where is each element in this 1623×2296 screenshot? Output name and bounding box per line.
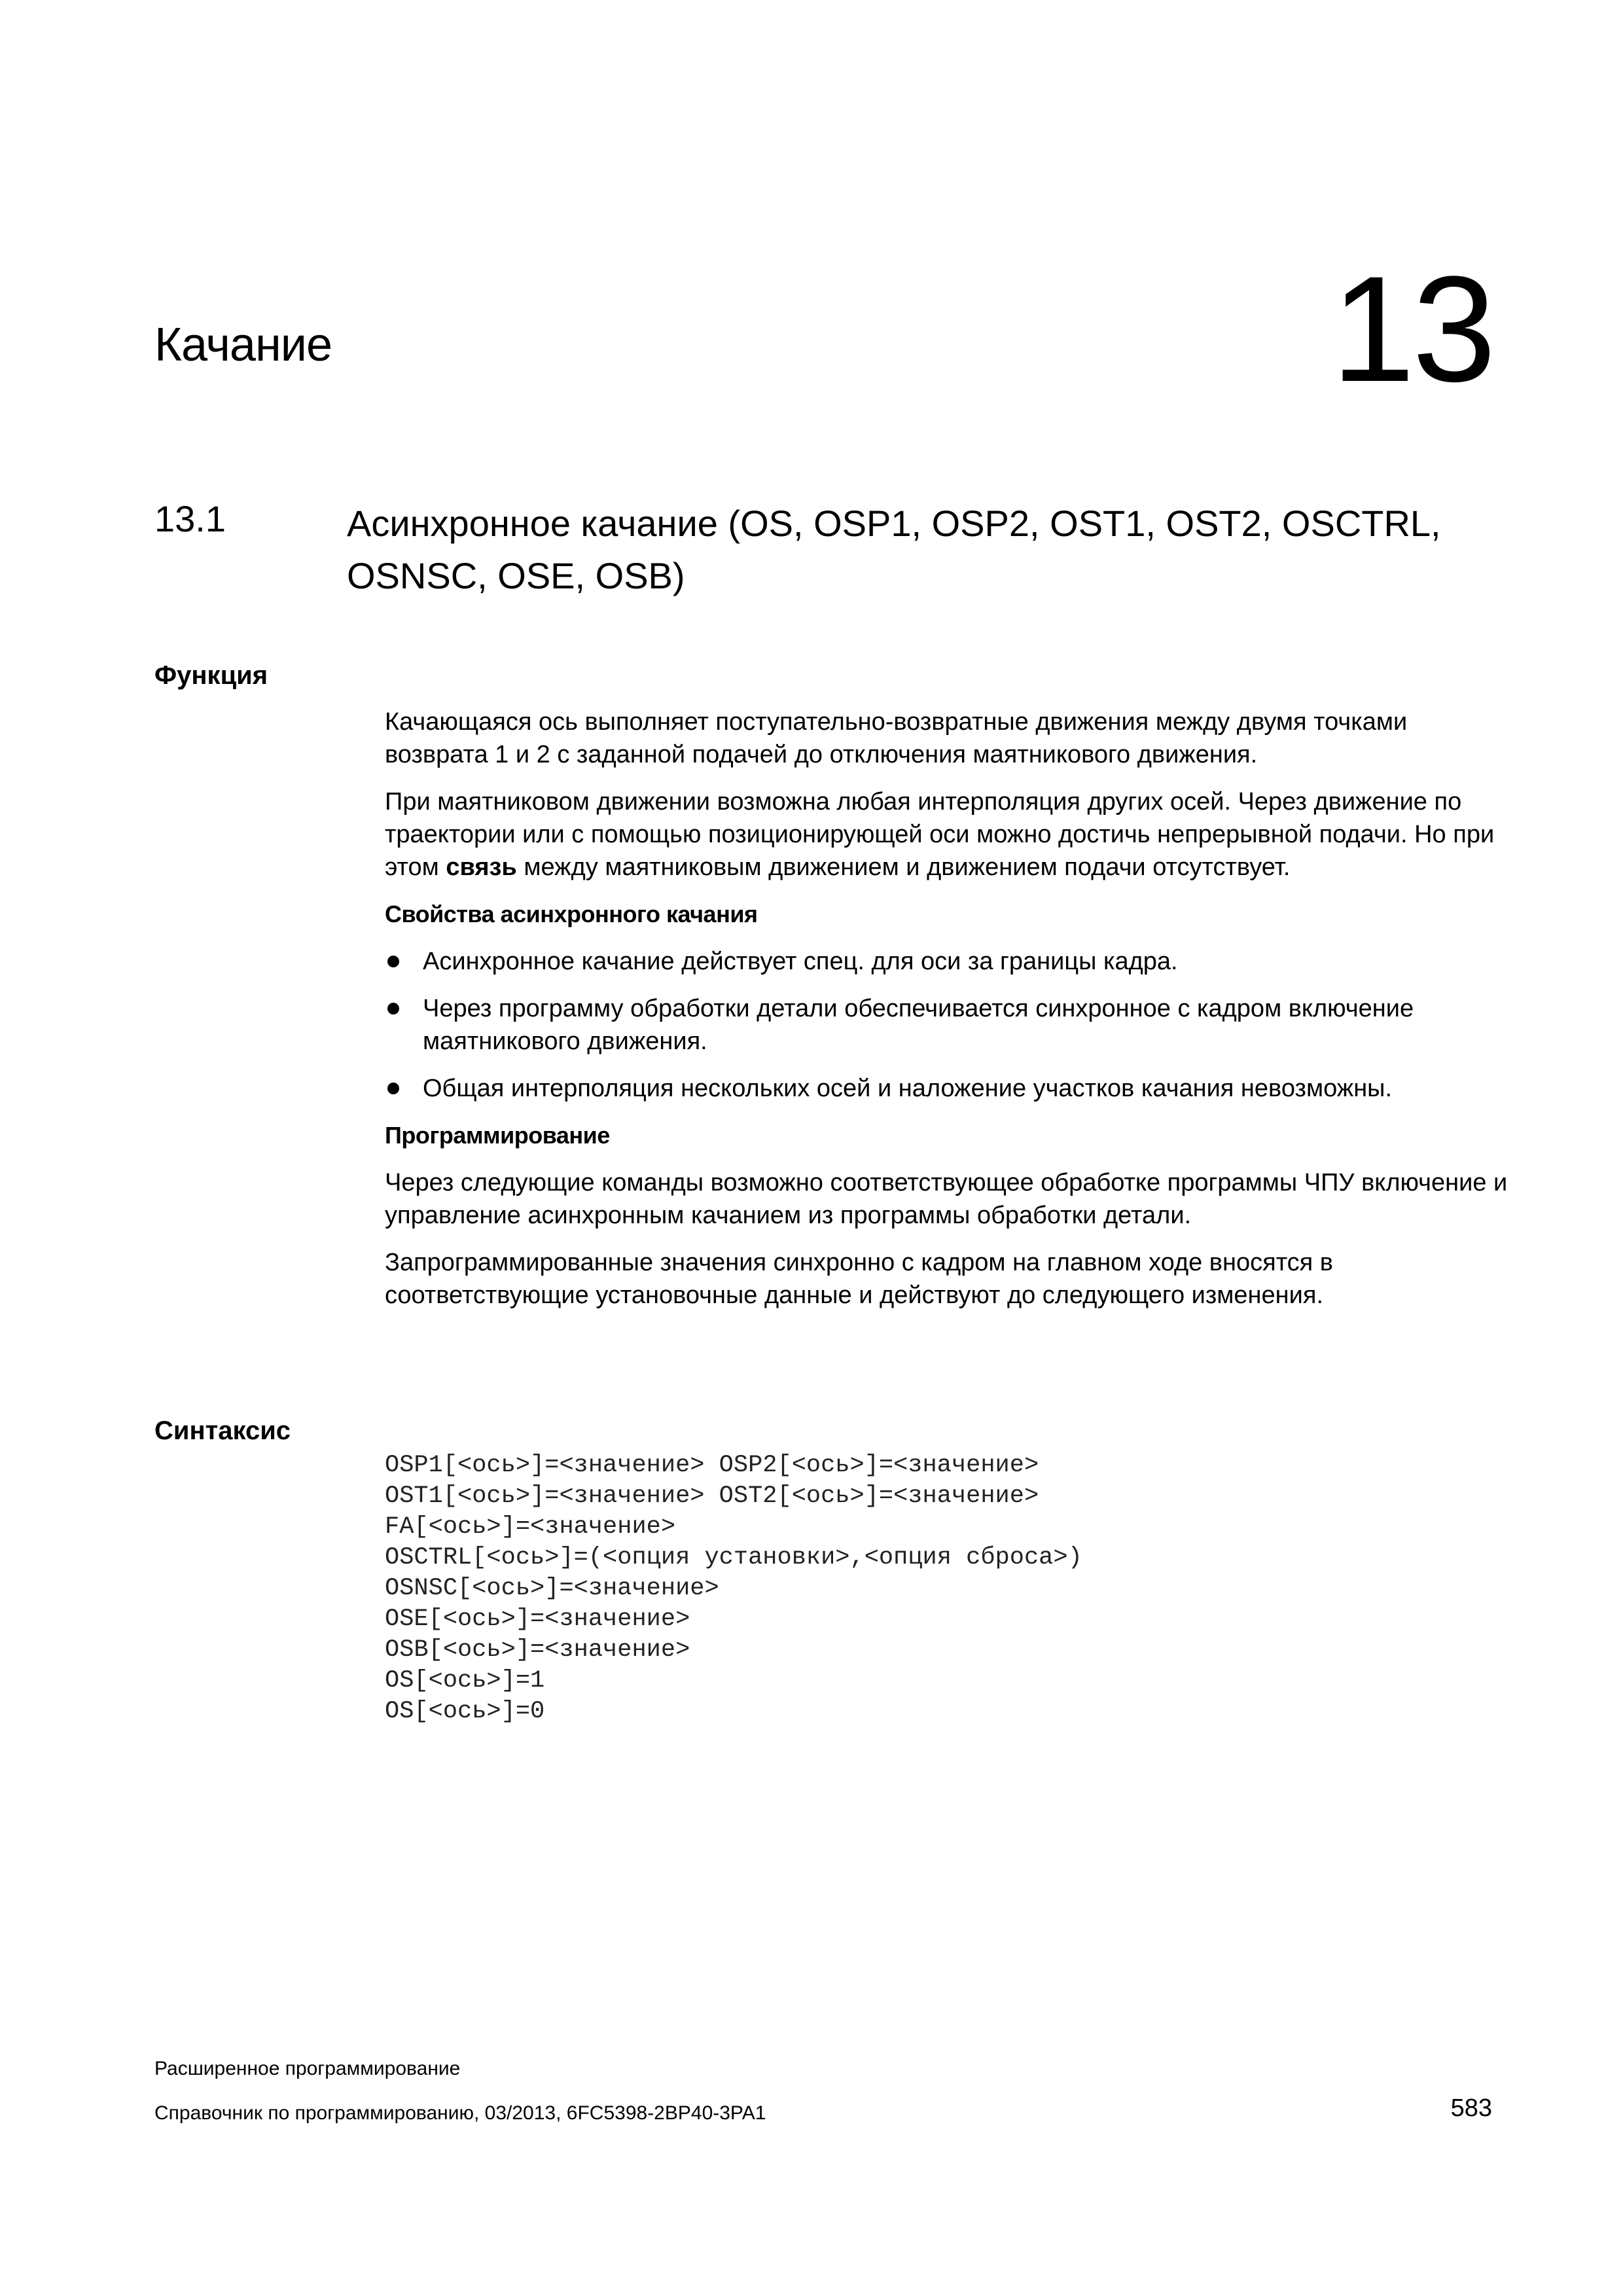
syntax-line: OST1[<ось>]=<значение> OST2[<ось>]=<значение> [385,1482,1039,1510]
function-paragraph-1: Качающаяся ось выполняет поступательно-возвратные движения между двумя точками возврата 1 и 2 с заданной подачей до отключения маятникового движения. [385,708,1408,768]
syntax-code-block [385,1450,1082,1727]
footer-document-title: Расширенное программирование [154,2058,461,2079]
section-number: 13.1 [154,498,226,539]
chapter-number: 13 [1331,245,1493,413]
properties-heading: Свойства асинхронного качания [385,901,758,927]
syntax-line: FA[<ось>]=<значение> [385,1513,676,1541]
syntax-line: OSB[<ось>]=<значение> [385,1636,690,1664]
bullet-icon [387,1003,399,1014]
page-number: 583 [1450,2094,1492,2122]
list-item [385,945,1517,978]
function-heading: Функция [154,661,268,690]
function-paragraph-2 [385,785,1517,884]
bullet-icon [387,1083,399,1094]
syntax-heading: Синтаксис [154,1416,291,1445]
section-title: Асинхронное качание (OS, OSP1, OSP2, OST1, OST2, OSCTRL, OSNSC, OSE, OSB) [347,503,1441,596]
syntax-line: OS[<ось>]=1 [385,1667,545,1695]
list-item [385,1072,1517,1105]
chapter-title: Качание [154,319,332,371]
properties-list [385,945,1517,1105]
programming-heading: Программирование [385,1122,610,1149]
list-item-text: Асинхронное качание действует спец. для оси за границы кадра. [423,948,1178,975]
function-content [385,706,1517,1326]
programming-paragraph-2: Запрограммированные значения синхронно с кадром на главном ходе вносятся в соответствующие установочные данные и действуют до следующего изменения. [385,1249,1333,1309]
bullet-icon [387,956,399,967]
paragraph-2-text-start: При маятниковом движении возможна любая интерполяция других осей. Через движение по траектории или с помощью позиционирующей оси можно достичь непрерывной подачи. Но при этом [385,788,1495,881]
syntax-line: OSNSC[<ось>]=<значение> [385,1575,719,1602]
syntax-line: OSP1[<ось>]=<значение> OSP2[<ось>]=<значение> [385,1452,1039,1479]
paragraph-2-bold-word: связь [446,853,517,881]
list-item [385,992,1517,1058]
programming-paragraph-1: Через следующие команды возможно соответствующее обработке программы ЧПУ включение и управление асинхронным качанием из программы обработки детали. [385,1169,1508,1229]
syntax-line: OSCTRL[<ось>]=(<опция установки>,<опция сброса>) [385,1544,1082,1571]
syntax-line: OSE[<ось>]=<значение> [385,1605,690,1633]
list-item-text: Через программу обработки детали обеспечивается синхронное с кадром включение маятникового движения. [423,995,1414,1055]
paragraph-2-text-end: между маятниковым движением и движением подачи отсутствует. [516,853,1291,881]
syntax-line: OS[<ось>]=0 [385,1698,545,1725]
list-item-text: Общая интерполяция нескольких осей и наложение участков качания невозможны. [423,1075,1393,1102]
footer-document-reference: Справочник по программированию, 03/2013, 6FC5398-2BP40-3PA1 [154,2102,766,2124]
